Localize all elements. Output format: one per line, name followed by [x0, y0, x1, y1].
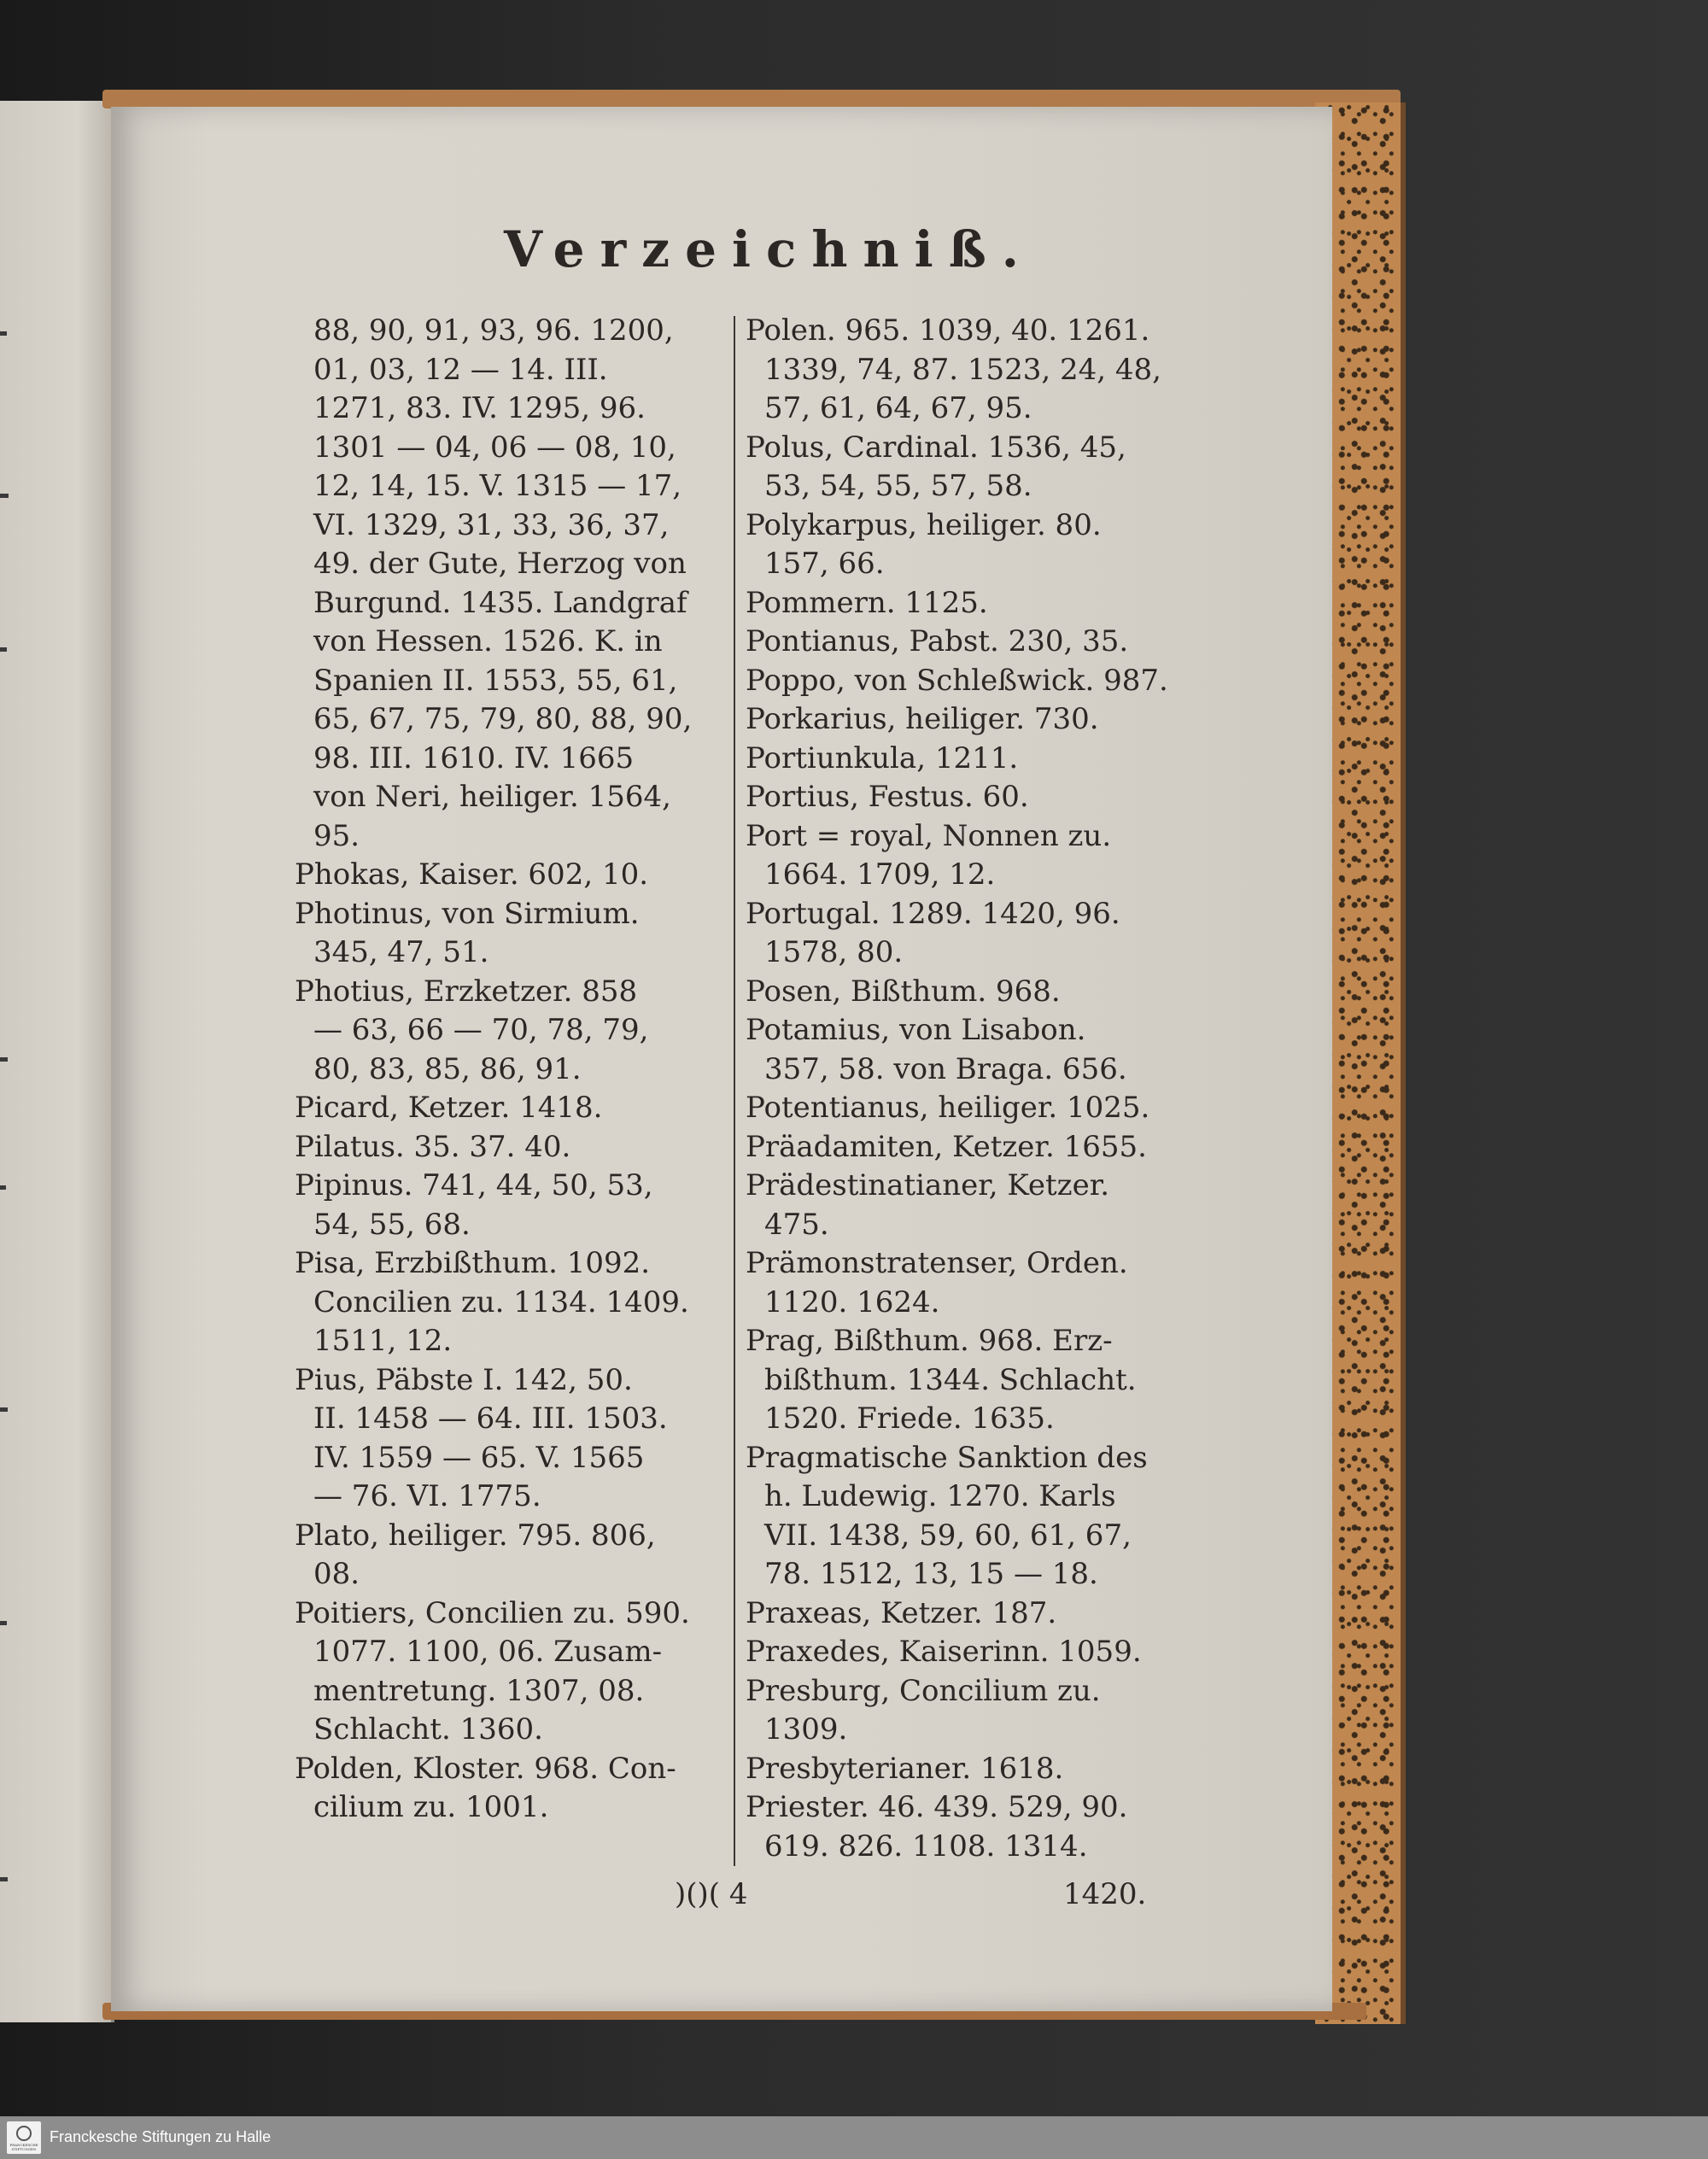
index-line: 95.: [313, 818, 360, 853]
index-entry: Pommern. 1125.: [746, 585, 988, 620]
index-line: h. Ludewig. 1270. Karls: [764, 1479, 1116, 1513]
index-line: II. 1458 — 64. III. 1503.: [313, 1401, 668, 1436]
left-page-edge: [0, 101, 114, 2022]
index-entry: Presburg, Concilium zu.: [746, 1673, 1101, 1708]
index-line: 1271, 83. IV. 1295, 96.: [313, 391, 646, 425]
index-line: 157, 66.: [764, 547, 885, 581]
index-line: 1511, 12.: [313, 1324, 453, 1358]
index-line: 1120. 1624.: [764, 1284, 940, 1319]
index-entry: Polykarpus, heiliger. 80.: [746, 507, 1102, 542]
index-entry: Polen. 965. 1039, 40. 1261.: [746, 313, 1150, 348]
left-page-ink-mark: [0, 494, 9, 498]
index-entry: Poitiers, Concilien zu. 590.: [295, 1595, 690, 1630]
index-line: von Hessen. 1526. K. in: [313, 624, 663, 658]
index-line: 1339, 74, 87. 1523, 24, 48,: [764, 352, 1161, 387]
index-line: cilium zu. 1001.: [313, 1790, 549, 1824]
index-entry: Pragmatische Sanktion des: [746, 1440, 1148, 1475]
index-line: 475.: [764, 1207, 829, 1242]
index-line: 1664. 1709, 12.: [764, 857, 996, 892]
index-line: 49. der Gute, Herzog von: [313, 547, 687, 581]
index-line: 53, 54, 55, 57, 58.: [764, 469, 1032, 503]
index-entry: Photius, Erzketzer. 858: [295, 974, 638, 1009]
index-entry: Plato, heiliger. 795. 806,: [295, 1518, 656, 1553]
index-line: 98. III. 1610. IV. 1665: [313, 740, 635, 775]
index-entry: Picard, Ketzer. 1418.: [295, 1091, 603, 1125]
column-divider: [734, 316, 735, 1866]
index-line: mentretung. 1307, 08.: [313, 1673, 645, 1708]
index-entry: Pipinus. 741, 44, 50, 53,: [295, 1168, 653, 1202]
index-line: 1309.: [764, 1712, 848, 1747]
index-line: bißthum. 1344. Schlacht.: [764, 1362, 1137, 1397]
index-line: 1077. 1100, 06. Zusam-: [313, 1635, 663, 1669]
index-entry: Phokas, Kaiser. 602, 10.: [295, 857, 649, 892]
institution-logo[interactable]: [7, 2121, 41, 2154]
index-entry: Praxedes, Kaiserinn. 1059.: [746, 1635, 1142, 1669]
index-entry: Pilatus. 35. 37. 40.: [295, 1129, 571, 1164]
index-line: 65, 67, 75, 79, 80, 88, 90,: [313, 702, 693, 736]
index-entry: Presbyterianer. 1618.: [746, 1751, 1064, 1786]
index-line: IV. 1559 — 65. V. 1565: [313, 1440, 645, 1475]
index-line: Schlacht. 1360.: [313, 1712, 543, 1747]
institution-name: Franckesche Stiftungen zu Halle: [50, 2128, 272, 2145]
index-line: 57, 61, 64, 67, 95.: [764, 391, 1032, 425]
logo-emblem-icon: [16, 2126, 32, 2141]
left-page-ink-mark: [0, 1877, 8, 1881]
index-entry: Priester. 46. 439. 529, 90.: [746, 1790, 1128, 1824]
index-line: VII. 1438, 59, 60, 61, 67,: [764, 1518, 1132, 1553]
index-line: von Neri, heiliger. 1564,: [313, 780, 671, 814]
index-line: — 63, 66 — 70, 78, 79,: [313, 1013, 649, 1047]
index-entry: Posen, Bißthum. 968.: [746, 974, 1061, 1009]
index-entry: Prämonstratenser, Orden.: [746, 1246, 1128, 1280]
index-entry: Photinus, von Sirmium.: [295, 896, 640, 931]
index-entry: Prag, Bißthum. 968. Erz-: [746, 1324, 1113, 1358]
signature-mark: )()( 4: [675, 1877, 748, 1911]
index-entry: Polden, Kloster. 968. Con-: [295, 1751, 676, 1786]
index-entry: Polus, Cardinal. 1536, 45,: [746, 430, 1126, 465]
index-line: 12, 14, 15. V. 1315 — 17,: [313, 469, 682, 503]
index-line: 08.: [313, 1557, 360, 1591]
index-column-right: [746, 312, 1194, 1866]
index-line: 1301 — 04, 06 — 08, 10,: [313, 430, 676, 465]
index-entry: Porkarius, heiliger. 730.: [746, 702, 1099, 736]
index-entry: Portius, Festus. 60.: [746, 780, 1029, 814]
index-line: Spanien II. 1553, 55, 61,: [313, 663, 678, 698]
logo-text: FRANCKESCHE STIFTUNGEN: [9, 2143, 38, 2151]
index-entry: Portugal. 1289. 1420, 96.: [746, 896, 1120, 931]
index-line: Concilien zu. 1134. 1409.: [313, 1284, 689, 1319]
page-header: Verzeichniß.: [504, 220, 1034, 278]
index-line: Burgund. 1435. Landgraf: [313, 585, 687, 620]
index-line: 80, 83, 85, 86, 91.: [313, 1051, 582, 1086]
index-entry: Pisa, Erzbißthum. 1092.: [295, 1246, 651, 1280]
left-page-ink-mark: [0, 1621, 7, 1625]
index-line: — 76. VI. 1775.: [313, 1479, 541, 1513]
index-line: VI. 1329, 31, 33, 36, 37,: [313, 507, 670, 542]
index-column-left: [295, 312, 726, 1828]
left-page-ink-mark: [0, 1185, 6, 1190]
index-line: 01, 03, 12 — 14. III.: [313, 352, 608, 387]
viewer-footer-bar: [0, 2116, 1708, 2159]
index-entry: Praxeas, Ketzer. 187.: [746, 1595, 1057, 1630]
index-line: 1578, 80.: [764, 935, 904, 969]
left-page-ink-mark: [0, 331, 7, 336]
index-line: 88, 90, 91, 93, 96. 1200,: [313, 313, 674, 348]
index-line: 619. 826. 1108. 1314.: [764, 1828, 1088, 1864]
index-entry: Potamius, von Lisabon.: [746, 1013, 1086, 1047]
index-entry: Poppo, von Schleßwick. 987.: [746, 663, 1168, 698]
index-entry: Pius, Päbste I. 142, 50.: [295, 1362, 633, 1397]
index-entry: Pontianus, Pabst. 230, 35.: [746, 624, 1129, 658]
catchword: 1420.: [1063, 1877, 1147, 1911]
left-page-ink-mark: [0, 647, 7, 652]
index-entry: Potentianus, heiliger. 1025.: [746, 1091, 1150, 1125]
index-entry: Präadamiten, Ketzer. 1655.: [746, 1129, 1147, 1164]
index-entry: Portiunkula, 1211.: [746, 740, 1019, 775]
book-cover-top-edge: [102, 90, 1401, 108]
index-line: 357, 58. von Braga. 656.: [764, 1051, 1127, 1086]
index-line: 1520. Friede. 1635.: [764, 1401, 1055, 1436]
index-entry: Prädestinatianer, Ketzer.: [746, 1168, 1110, 1202]
index-line: 54, 55, 68.: [313, 1207, 471, 1242]
left-page-ink-mark: [0, 1057, 8, 1062]
index-line: 78. 1512, 13, 15 — 18.: [764, 1557, 1098, 1591]
left-page-ink-mark: [0, 1407, 8, 1412]
index-line: 345, 47, 51.: [313, 935, 489, 969]
index-entry: Port = royal, Nonnen zu.: [746, 818, 1112, 853]
